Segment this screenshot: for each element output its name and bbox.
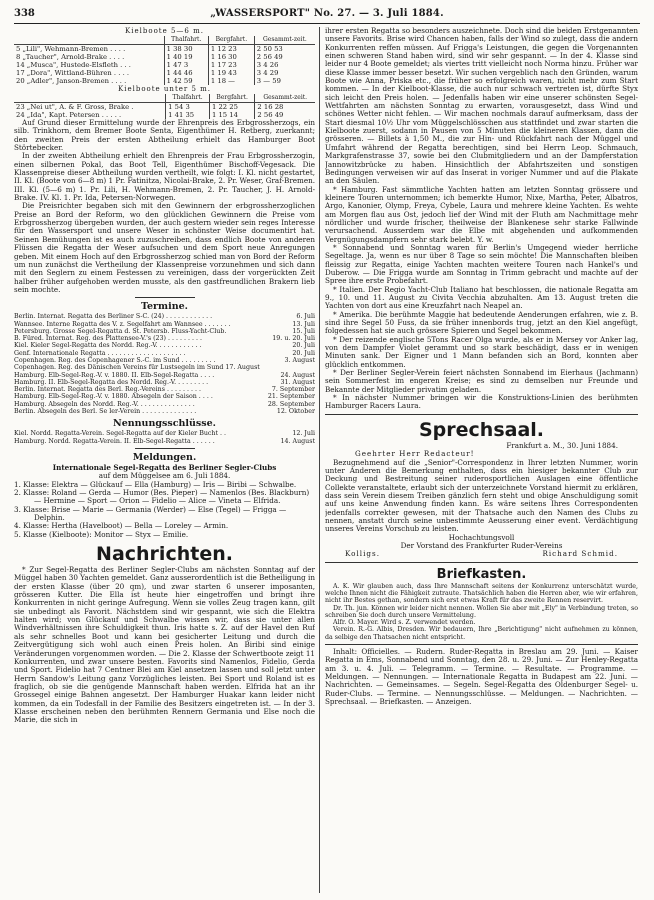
list-item: Hamburg. Elb-Segel-Reg.-V. v. 1880. Absegeln der Saison . . . . 21. September [14,393,315,401]
divider [325,414,638,415]
sprechsaal-signer: Der Vorstand des Frankfurter Ruder-Vereins [400,540,563,550]
table-row: 14 „Musca", Hustede-Elsfleth . . . 1 47 3 1 17 23 3 4 26 [14,61,315,69]
paragraph: Bezugnehmend auf die „Senior"-Correspondenz in Ihrer letzten Nummer, worin unter Anderen die Bemerkung enthalten, dass ein hiesiger bekannter Club zur Deckung und Bestreitung seiner ruderosportlichen Auslagen eine öffentliche Collekte veranstaltete, erlaubt sich der unterzeichnete Vorstand hiermit zu erklären, dass sein Verein diesem Treiben gänzlich fern steht und obige Anschuldigung somit auf uns keine Anwendung finden kann. Es wäre seitens Ihres Correspondenten jedenfalls correkter gewesen, mit der Thatsache auch den Namen des Clubs zu nennen, anstatt durch seine unbestimmte Aeusserung einer event. Verdächtigung unseres Vereins Vorschub zu leisten. [325,457,638,534]
section-title-nennungsschluesse: Nennungsschlüsse. [113,418,216,430]
section-title-nachrichten: Nachrichten. [96,543,233,566]
results-table-5-6 [14,36,315,85]
paragraph: * Italien. Der Regio Yacht-Club Italiano hat beschlossen, die nationale Regatta am 9., 10. und 11. August zu Civita Vecchia abzuhalten. Am 13. August treten die Yachten von dort aus eine Kreuzfahrt nach Neapel an. [325,284,638,311]
paragraph: * Amerika. Die berühmte Maggie hat bedeutende Aenderungen erfahren, wie z. B. sind ihre Segel 50 Fuss, da sie früher innenbords trug, jetzt an den Kiel angefügt, folgedessen hat sie auch grössere Spieren und Segel bekommen. [325,309,638,336]
sprechsaal-signatures: Kolligs. Richard Schmid. [345,549,618,559]
list-item: Verein. R.-G. Albis, Dresden. Wir bedauern, Ihre „Berichtigung" nicht aufnehmen zu können, da selbige den Thatsachen nicht entspricht. [325,626,638,641]
section-title-sprechsaal: Sprechsaal. [418,418,544,441]
meldungen-subtitle-2: auf dem Müggelsee am 6. Juli 1884. [98,471,231,481]
list-item: B. Füred. Internat. Reg. des Plattensee-V.'s (23) . . . . . . . . . 19. u. 20. Juli [14,335,315,343]
list-item: Copenhagen. Reg. des Copenhagener S.-C. im Sund . . . . . . . . . 3. August [14,357,315,364]
list-item: Dr. Th. jun. Können wir leider nicht nennen. Wollen Sie aber mit „Ely" in Verbindung treten, so schreiben Sie doch durch unsere Vermittelung. [325,604,638,619]
list-item: Berlin. Absegeln des Berl. Se ler-Verein . . . . . . . . . . . . . . 12. Oktober [14,408,315,416]
list-item: Alfr. O. Mayer. Wird s. Z. verwendet werden. [333,619,476,627]
kielboote-5-caption: Kielboote unter 5 m. [117,85,212,93]
paragraph: ihrer ersten Regatta so besonders auszeichnete. Doch sind die beiden Erstgenannten unsere Favorits. Brise wird Chancen haben, falls der Wind so zulegt, dass die andern Konkurrenten reffen müssen. Auf Frigga's Leistungen, die gegen die Vorgenannten einen schweren Stand haben wird, sind wir sehr gespannt. — In der 4. Klasse sind leider nur 4 Boote gemeldet; als viertes tritt vielleicht noch Norma hinzu. Früher war diese Klasse immer besser besetzt. Wir suchen vergeblich nach den Gründen, warum Boote wie Anna, Priska etc., die früher so erfolgreich waren, nicht mehr zum Start kommen. — In der Kielboot-Klasse, die auch nur schwach vertreten ist, dürfte Styx sich leicht den Preis holen. — Jedenfalls haben wir eine unserer schönsten Segel-Wettfahrten am nächsten Sonntag zu erwarten, vorausgesetzt, dass Wind und schönes Wetter nicht fehlen. — Wir machen nochmals darauf aufmerksam, dass der Start diesmal 10½ Uhr vom Müggelschlösschen aus stattfindet und zwar starten die Kielboote zuerst, sodann in Pausen von 5 Minuten die kleineren Klassen, dann die grösseren. — Billets à 1,50 M., die zur Hin- und Rückfahrt nach der Müggel und Umfahrt während der Regatta berechtigen, sind bei Herrn Leop. Schmauch, Markgrafenstrasse 37, sowie bei den Clubmitgliedern und an der Dampferstation Jannowitzbrücke zu haben. Hinsichtlich der Abfahrtszeiten und sonstigen Bedingungen verweisen wir auf das Inserat in voriger Nummer und auf die Plakate an den Säulen. [325,27,638,186]
list-item: Berlin. Internat. Regatta des Berliner S-C. (24) . . . . . . . . . . . . 6. Juli [14,313,315,321]
paragraph: * In nächster Nummer bringen wir die Konstruktions-Linien des berühmten Hamburger Racers Laura. [325,393,638,411]
paragraph: * Der reizende englische 5Tons Racer Olga wurde, als er in Mersey vor Anker lag, von dem Dampfer Violet gerammt und so stark beschädigt, dass er in wenigen Minuten sank. Der Eigner und 1 Mann befanden sich an Bord, konnten aber glücklich entkommen. [325,334,638,369]
divider [325,644,638,645]
paragraph: * Zur Segel-Regatta des Berliner Segler-Clubs am nächsten Sonntag auf der Müggel haben 30 Yachten gemeldet. Ganz ausserordentlich ist die Betheiligung in der ersten Klasse (über 20 qm), und zwar starten 6 unserer imposanten, grösseren Kutter. Die Ella ist heute hier eingetroffen und bringt ihre Konkurrenten in nicht geringe Aufregung. Wenn sie volles Zeug tragen kann, gilt sie unbedingt als Favorit. Nächstdem sind wir gespannt, wie sich die Elektra halten wird; von Glückauf und Schwalbe wissen wir, dass sie unter allen Windverhältnissen ihre Schuldigkeit thun. Iris hatte s. Z. auf der Havel den Ruf als sehr schnelles Boot und kann bei gesicherter Leitung und durch die Zeitvergütigung sich wohl auch einen Preis holen. An Biribi sind einige Veränderungen vorgenommen worden. — Die 2. Klasse der Schwertboote zeigt 11 Konkurrenten, und zwar unsere besten. Favorits sind Namenlos, Fidelio, Gerda und Sport. Fidelio hat 7 Centner Blei am Kiel ansetzen lassen und soll jetzt unter Herrn Sandow's Leitung ganz Vorzügliches leisten. Bei Sport und Roland ist es fraglich, ob sie die genügende Mannschaft haben werden. Elfrida hat an ihr Grossegel einige Bahnen angesetzt. Der Hamburger Huakar kann leider nicht kommen, da ein Todesfall in der Familie des Besitzers eingetreten ist. — In der 3. Klasse erscheinen neben den berühmten Rennern Germania und Else noch die Marie, die sich in [14,565,315,725]
page-number: 338 [14,8,35,19]
list-item: 1. Klasse: Elektra — Glückauf — Ella (Hamburg) — Iris — Biribi — Schwalbe. [14,479,297,489]
table-row: 8 „Taucher", Arnold-Brake . . . . 1 40 19 1 16 30 2 56 49 [14,53,315,61]
table-row: 5 „Lili", Wehmann-Bremen . . . . 1 38 30 1 12 23 2 50 53 [14,45,315,54]
list-item: Genf. Internationale Regatta . . . . . . . . . . . . . . . . . . . . 20. Juli [14,349,315,357]
table-row: 20 „Adler", Janson-Bremen . . . . 1 42 59 1 18 — 3 — 59 [14,77,315,85]
list-item: Petersburg. Grosse Segel-Regatta d. St. Petersb. Fluss-Yacht-Club. 15. Juli [14,327,315,335]
paragraph: * Hamburg. Fast sämmtliche Yachten hatten am letzten Sonntag grössere und kleinere Touren unternommen; ich bemerkte Humor, Nixe, Martha, Peter, Albatros, Argo, Kanonier, Olymp, Freya, Cybele, Laura und mehrere kleine Yachten. Es wehte am Morgen flau aus Ost, jedoch lief der Wind mit der Fluth am Nachmittage mehr nördlicher und wurde frischer, theilweise der Blankenese sehr starke Fallwinde verursachend. Ausserdem war die Elbe mit abgehenden und aufkommenden Vergnügungsdampfern sehr stark belebt. Y. w. [325,184,638,244]
list-item: Kiel. Nordd. Regatta-Verein. Segel-Regatta auf der Kieler Bucht . . 12. Juli [14,430,315,438]
list-item: A. K. Wir glauben auch, dass Ihre Mannschaft seitens der Konkurrenz unterschätzt wurde, welche Ihnen nicht die Fähigkeit zutraute. Thatsächlich haben die Herren aber, wie wir erfahren, nicht ihr Bestes gethan, sondern sich erst etwas Kraft für das zweite Rennen reservirt. [325,582,638,605]
page-title: „WASSERSPORT" No. 27. — 3. Juli 1884. [210,8,444,19]
divider [325,562,638,563]
right-column [325,27,638,893]
paragraph: Die Preisrichter begaben sich mit den Gewinnern der erbgrossherzoglichen Preise an Bord der Reform, wo den glücklichen Gewinnern die Preise vom Erbgrossherzog übergeben wurden, der auch gestern wieder sein reges Interesse für den Wassersport und unsere Weser in schönster Weise documentirt hat. Seinen Bemühungen ist es auch zuzuschreiben, dass endlich Boote von anderen Flüssen die Regatta der Weser aufsuchen und dem Sport neue Anregungen geben. Mit einem Hoch auf den Erbgrossherzog schied man von Bord der Reform um nun zunächst die Vertheilung der Klassenpreise vorzunehmen und sich dann mit den Seglern zu einem Festessen zu vereinigen, dass der vorgerückten Zeit halber früher aufgehoben werden musste, als den gastfreundlichen Brakern lieb sein mochte. [14,201,315,294]
paragraph: In der zweiten Abtheilung erhielt den Ehrenpreis der Frau Erbgrossherzogin, einen silbernen Pokal, das Boot Tell, Eigenthümer Bischoff-Vegesack. Die Klassenpreise dieser Abtheilung wurden vertheilt, wie folgt: I. Kl. nicht gestartet, II. Kl. (Boote von 6—8 m) 1 Pr. Fatinitza, Nicolai-Brake, 2. Pr. Weser, Graf-Bremen. III. Kl. (5—6 m) 1. Pr. Lili, H. Wehmann-Bremen, 2. Pr. Taucher, J. H. Arnold-Brake. IV. Kl. 1. Pr. Ida, Petersen-Norwegen. [14,151,315,203]
kielboote-5-6-caption: Kielboote 5—6 m. [125,27,204,35]
sprechsaal-closing: Hochachtungsvoll [448,532,515,542]
list-item: Copenhagen. Reg. des Dänischen Vereins für Lustsegeln im Sund 17. August [14,364,260,372]
page-header [14,8,640,22]
table-of-contents: Inhalt: Officielles. — Rudern. Ruder-Regatta in Breslau am 29. Juni. — Kaiser Regatta in Ems, Sonnabend und Sonntag, den 28. u. 29. Juni. — Zur Henley-Regatta am 3. u. 4. Juli. — Telegramm. — Termine. — Resultate. — Programme. — Meldungen. — Nennungen. — Internationale Regatta in Budapest am 22. Juni. — Nachrichten. — Gemeinsames. — Segeln. Segel-Regatta des Oldenburger Segel- u. Ruder-Clubs. — Termine. — Nennungsschlüsse. — Meldungen. — Nachrichten. — Sprechsaal. — Briefkasten. — Anzeigen. [325,647,638,707]
column-divider [319,27,320,893]
header-rule [14,23,640,24]
results-table-header: Thalfahrt. Bergfahrt. Gesammt-zeit. [14,94,315,103]
list-item: Kiel. Kieler Segel-Regatta des Nordd. Reg.-V. . . . . . . . . . . . 20. Juli [14,342,315,350]
section-title-briefkasten: Briefkasten. [436,566,527,582]
table-row: 23 „Nei ut", A. & F. Gross, Brake . 1 54 3 1 22 25 2 16 28 [14,103,315,112]
nennung-list [14,430,315,445]
divider [135,297,195,298]
col-gesammtzeit: Gesammt-zeit. [254,36,315,45]
paragraph: * Der Berliner Segler-Verein feiert nächsten Sonnabend im Eierhaus (Jachmann) sein Sommerfest im engeren Kreise; es sind zu demselben nur Freunde und Bekannte der Mitglieder privatim geladen. [325,368,638,394]
left-column [14,27,315,893]
section-title-termine: Termine. [141,301,188,313]
sprechsaal-date: Frankfurt a. M., 30. Juni 1884. [506,440,618,450]
meldungen-subtitle: Internationale Segel-Regatta des Berliner Segler-Clubs [52,462,277,472]
col-thalfahrt: Thalfahrt. [164,36,208,45]
col-bergfahrt: Bergfahrt. [208,36,254,45]
list-item: Hamburg. Elb-Segel-Reg.-V. v. 1880. II. Elb-Segel-Regatta . . . . 24. August [14,371,315,379]
list-item: 4. Klasse: Hertha (Havelboot) — Bella — Loreley — Armin. [14,521,229,531]
results-table-under-5 [14,94,315,119]
list-item: Berlin. Internat. Regatta des Berl. Reg.-Vereins . . . . . . . . . 7. September [14,386,315,394]
list-item: Hamburg. II. Elb-Segel-Regatta des Nordd. Reg.-V. . . . . . . . . 31. August [14,378,315,386]
paragraph: * Sonnabend und Sonntag waren für Berlin's Umgegend wieder herrliche Segeltage. Ja, wenn es nur über 8 Tage so sein möchte! Die Mannschaften bleiben fleissig zur Regatta, einige Yachten machten weitere Touren nach Hankel's und Duberow. — Die Frigga wurde am Sonntag in Trimm gebracht und machte auf der Spree ihre erste Probefahrt. [325,242,638,286]
termine-list [14,313,315,415]
list-item: Hamburg. Absegeln des Nordd. Reg.-V. . . . . . . . . . . . . . . 28. September [14,400,315,408]
briefkasten-list [325,583,638,641]
list-item: 5. Klasse (Kielboote): Monitor — Styx — Emilie. [14,529,189,539]
results-table-header [14,36,315,45]
table-row: 24 „Ida", Kapt. Petersen . . . . . 1 41 35 1 15 14 2 56 49 [14,111,315,119]
table-row: 17 „Dora", Wittland-Bühren . . . . 1 44 46 1 19 43 3 4 29 [14,69,315,77]
sprechsaal-salutation: Geehrter Herr Redacteur! [355,449,475,459]
list-item: Hamburg. Nordd. Regatta-Verein. II. Elb-Segel-Regatta . . . . . . 14. August [14,437,315,445]
paragraph: Auf Grund dieser Ermittelung wurde der Ehrenpreis des Erbgrossherzogs, ein silb. Trinkhorn, dem Bremer Boote Senta, Eigenthümer H. Retberg, zuerkannt; den zweiten Preis der ersten Abtheilung erhielt das Hamburger Boot Störtebecker. [14,118,315,153]
list-item: 2. Klasse: Roland — Gerda — Humor (Bes. Pieper) — Namenlos (Bes. Blackburn) — Hermine — Sport — Orion — Fidelio — Alice — Vineta — Elfrida. [14,488,310,506]
section-title-meldungen: Meldungen. [132,451,197,463]
divider [135,448,195,449]
list-item: Wannsee. Interne Regatta des V. z. Segelfahrt am Wannsee . . . . . . . 13. Juli [14,320,315,328]
list-item: 3. Klasse: Brise — Marie — Germania (Werder) — Else (Tegel) — Frigga — Delphin. [14,504,287,523]
